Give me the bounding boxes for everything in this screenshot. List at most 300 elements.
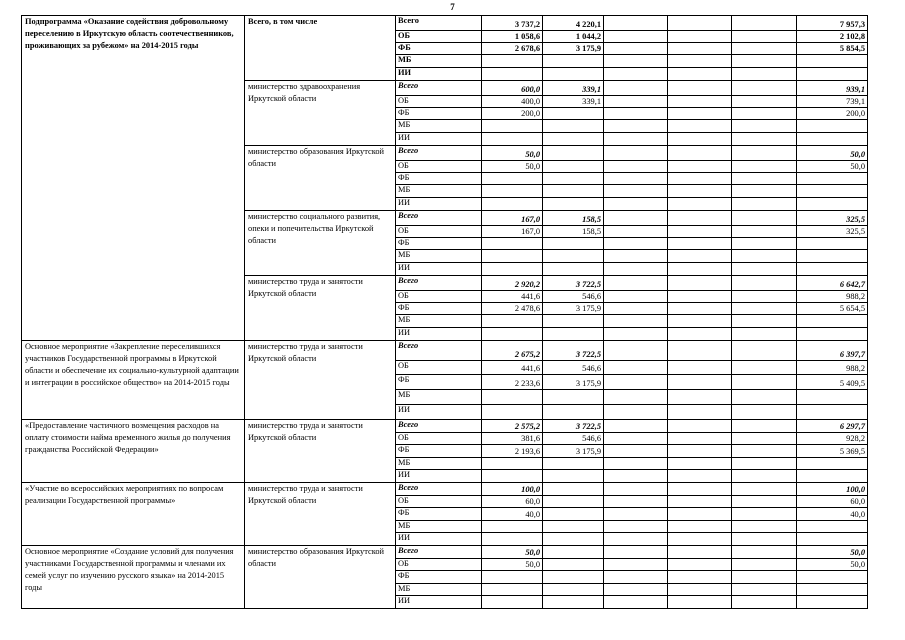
value-2014-cell: 60,0	[482, 496, 543, 508]
value-2015-cell: 3 175,9	[543, 43, 604, 55]
value-2014-cell: 40,0	[482, 508, 543, 521]
executor-cell: министерство социального развития, опеки и попечительства Иркутской области	[245, 211, 396, 276]
value-2015-cell	[543, 328, 604, 341]
value-2014-cell	[482, 584, 543, 596]
total-cell	[797, 470, 868, 483]
empty-cell	[668, 328, 732, 341]
empty-cell	[668, 596, 732, 609]
empty-cell	[732, 445, 797, 458]
funding-source-cell: Всего	[396, 420, 482, 433]
total-cell	[797, 521, 868, 533]
empty-cell	[732, 458, 797, 470]
total-cell: 928,2	[797, 433, 868, 445]
empty-cell	[732, 120, 797, 133]
total-cell	[797, 315, 868, 328]
total-cell	[797, 68, 868, 81]
total-cell: 739,1	[797, 96, 868, 108]
value-2015-cell: 3 175,9	[543, 445, 604, 458]
value-2015-cell: 3 722,5	[543, 420, 604, 433]
empty-cell	[732, 198, 797, 211]
value-2015-cell	[543, 250, 604, 263]
value-2015-cell	[543, 596, 604, 609]
empty-cell	[668, 433, 732, 445]
value-2015-cell	[543, 263, 604, 276]
empty-cell	[604, 405, 668, 420]
value-2014-cell: 2 575,2	[482, 420, 543, 433]
empty-cell	[732, 521, 797, 533]
empty-cell	[604, 420, 668, 433]
empty-cell	[668, 211, 732, 226]
empty-cell	[668, 559, 732, 571]
empty-cell	[732, 483, 797, 496]
funding-source-cell: ФБ	[396, 303, 482, 315]
total-cell	[797, 263, 868, 276]
value-2014-cell: 2 678,6	[482, 43, 543, 55]
table-row	[22, 546, 868, 559]
value-2015-cell	[543, 496, 604, 508]
value-2015-cell	[543, 584, 604, 596]
empty-cell	[668, 375, 732, 390]
value-2015-cell: 546,6	[543, 361, 604, 375]
total-cell	[797, 198, 868, 211]
total-cell	[797, 328, 868, 341]
total-cell: 988,2	[797, 291, 868, 303]
executor-cell: министерство здравоохранения Иркутской области	[245, 81, 396, 146]
activity-description: Основное мероприятие «Закрепление переселившихся участников Государственной программы в Иркутской области и обеспечение их социально-культурной адаптации и интеграции в российское общество» на 2014-2015 годы	[22, 341, 245, 420]
total-cell	[797, 405, 868, 420]
empty-cell	[604, 250, 668, 263]
empty-cell	[732, 291, 797, 303]
empty-cell	[732, 276, 797, 291]
funding-source-cell: ФБ	[396, 445, 482, 458]
value-2015-cell: 158,5	[543, 226, 604, 238]
total-cell: 939,1	[797, 81, 868, 96]
value-2014-cell: 50,0	[482, 146, 543, 161]
empty-cell	[604, 521, 668, 533]
empty-cell	[668, 198, 732, 211]
value-2015-cell	[543, 546, 604, 559]
empty-cell	[732, 16, 797, 31]
total-cell	[797, 120, 868, 133]
empty-cell	[732, 405, 797, 420]
funding-source-cell: МБ	[396, 315, 482, 328]
empty-cell	[604, 43, 668, 55]
empty-cell	[604, 120, 668, 133]
value-2014-cell: 2 478,6	[482, 303, 543, 315]
total-cell: 5 854,5	[797, 43, 868, 55]
total-cell	[797, 458, 868, 470]
funding-source-cell: ИИ	[396, 470, 482, 483]
empty-cell	[604, 68, 668, 81]
value-2015-cell	[543, 508, 604, 521]
executor-cell: министерство труда и занятости Иркутской области	[245, 341, 396, 420]
value-2014-cell: 167,0	[482, 226, 543, 238]
table-row	[22, 483, 868, 496]
empty-cell	[604, 276, 668, 291]
funding-source-cell: МБ	[396, 250, 482, 263]
funding-source-cell: ОБ	[396, 161, 482, 173]
funding-source-cell: Всего	[396, 146, 482, 161]
empty-cell	[732, 238, 797, 250]
empty-cell	[732, 470, 797, 483]
value-2015-cell	[543, 161, 604, 173]
empty-cell	[668, 470, 732, 483]
funding-source-cell: Всего	[396, 81, 482, 96]
executor-cell: министерство образования Иркутской области	[245, 146, 396, 211]
funding-source-cell: ФБ	[396, 238, 482, 250]
value-2014-cell: 441,6	[482, 291, 543, 303]
value-2014-cell	[482, 198, 543, 211]
empty-cell	[732, 420, 797, 433]
empty-cell	[732, 161, 797, 173]
activity-description: «Предоставление частичного возмещения расходов на оплату стоимости найма временного жилья до получения гражданства Российской Федерации»	[22, 420, 245, 483]
value-2015-cell: 3 722,5	[543, 276, 604, 291]
activity-description: Подпрограмма «Оказание содействия добровольному переселению в Иркутскую область соотечественников, проживающих за рубежом» на 2014-2015 годы	[22, 16, 245, 341]
funding-source-cell: Всего	[396, 341, 482, 361]
table-row	[22, 420, 868, 433]
value-2015-cell: 546,6	[543, 433, 604, 445]
value-2015-cell: 546,6	[543, 291, 604, 303]
empty-cell	[604, 341, 668, 361]
empty-cell	[732, 226, 797, 238]
empty-cell	[668, 508, 732, 521]
value-2015-cell	[543, 315, 604, 328]
total-cell	[797, 133, 868, 146]
empty-cell	[604, 361, 668, 375]
empty-cell	[668, 445, 732, 458]
total-cell: 7 957,3	[797, 16, 868, 31]
funding-source-cell: Всего	[396, 211, 482, 226]
empty-cell	[604, 596, 668, 609]
empty-cell	[732, 508, 797, 521]
empty-cell	[604, 55, 668, 68]
value-2014-cell	[482, 185, 543, 198]
value-2014-cell: 2 193,6	[482, 445, 543, 458]
empty-cell	[604, 133, 668, 146]
value-2015-cell	[543, 458, 604, 470]
empty-cell	[604, 263, 668, 276]
value-2014-cell	[482, 390, 543, 405]
empty-cell	[732, 571, 797, 584]
empty-cell	[668, 238, 732, 250]
empty-cell	[668, 291, 732, 303]
empty-cell	[668, 361, 732, 375]
value-2015-cell: 3 722,5	[543, 341, 604, 361]
funding-source-cell: МБ	[396, 584, 482, 596]
empty-cell	[668, 390, 732, 405]
value-2015-cell	[543, 483, 604, 496]
total-cell: 200,0	[797, 108, 868, 120]
empty-cell	[732, 133, 797, 146]
funding-source-cell: МБ	[396, 55, 482, 68]
value-2015-cell	[543, 173, 604, 185]
value-2015-cell	[543, 146, 604, 161]
empty-cell	[668, 341, 732, 361]
table-row	[22, 16, 868, 31]
executor-cell: министерство труда и занятости Иркутской области	[245, 276, 396, 341]
value-2014-cell: 50,0	[482, 546, 543, 559]
value-2015-cell	[543, 571, 604, 584]
funding-source-cell: Всего	[396, 276, 482, 291]
value-2014-cell	[482, 521, 543, 533]
value-2014-cell: 400,0	[482, 96, 543, 108]
total-cell: 100,0	[797, 483, 868, 496]
total-cell: 5 654,5	[797, 303, 868, 315]
value-2015-cell	[543, 559, 604, 571]
empty-cell	[668, 276, 732, 291]
funding-source-cell: Всего	[396, 16, 482, 31]
empty-cell	[732, 31, 797, 43]
total-cell: 6 397,7	[797, 341, 868, 361]
total-cell	[797, 238, 868, 250]
empty-cell	[732, 496, 797, 508]
value-2014-cell	[482, 120, 543, 133]
activity-description: «Участие во всероссийских мероприятиях по вопросам реализации Государственной программы»	[22, 483, 245, 546]
value-2014-cell: 3 737,2	[482, 16, 543, 31]
total-cell: 5 369,5	[797, 445, 868, 458]
empty-cell	[604, 315, 668, 328]
total-cell	[797, 571, 868, 584]
total-cell: 325,5	[797, 211, 868, 226]
empty-cell	[732, 596, 797, 609]
empty-cell	[668, 584, 732, 596]
empty-cell	[604, 483, 668, 496]
empty-cell	[668, 483, 732, 496]
empty-cell	[668, 16, 732, 31]
value-2014-cell	[482, 173, 543, 185]
value-2014-cell: 2 675,2	[482, 341, 543, 361]
empty-cell	[732, 390, 797, 405]
value-2014-cell	[482, 405, 543, 420]
empty-cell	[668, 43, 732, 55]
empty-cell	[732, 375, 797, 390]
value-2015-cell	[543, 533, 604, 546]
empty-cell	[732, 55, 797, 68]
empty-cell	[604, 390, 668, 405]
empty-cell	[732, 43, 797, 55]
empty-cell	[604, 238, 668, 250]
value-2014-cell: 50,0	[482, 161, 543, 173]
empty-cell	[732, 108, 797, 120]
funding-source-cell: ИИ	[396, 405, 482, 420]
value-2014-cell	[482, 596, 543, 609]
value-2015-cell	[543, 405, 604, 420]
empty-cell	[668, 173, 732, 185]
total-cell: 325,5	[797, 226, 868, 238]
value-2014-cell	[482, 571, 543, 584]
total-cell: 5 409,5	[797, 375, 868, 390]
empty-cell	[604, 96, 668, 108]
value-2014-cell: 2 920,2	[482, 276, 543, 291]
empty-cell	[668, 133, 732, 146]
value-2015-cell	[543, 390, 604, 405]
empty-cell	[668, 146, 732, 161]
empty-cell	[732, 185, 797, 198]
total-cell	[797, 533, 868, 546]
empty-cell	[604, 173, 668, 185]
empty-cell	[732, 584, 797, 596]
empty-cell	[732, 81, 797, 96]
value-2014-cell	[482, 68, 543, 81]
value-2015-cell: 3 175,9	[543, 303, 604, 315]
value-2015-cell: 1 044,2	[543, 31, 604, 43]
empty-cell	[668, 161, 732, 173]
total-cell: 988,2	[797, 361, 868, 375]
empty-cell	[604, 31, 668, 43]
value-2014-cell	[482, 250, 543, 263]
empty-cell	[668, 458, 732, 470]
total-cell	[797, 173, 868, 185]
empty-cell	[732, 328, 797, 341]
empty-cell	[604, 433, 668, 445]
empty-cell	[604, 161, 668, 173]
value-2014-cell: 441,6	[482, 361, 543, 375]
value-2014-cell: 200,0	[482, 108, 543, 120]
executor-cell: министерство образования Иркутской области	[245, 546, 396, 609]
funding-source-cell: ФБ	[396, 173, 482, 185]
total-cell: 2 102,8	[797, 31, 868, 43]
empty-cell	[668, 571, 732, 584]
value-2014-cell	[482, 533, 543, 546]
empty-cell	[668, 81, 732, 96]
empty-cell	[604, 559, 668, 571]
empty-cell	[604, 328, 668, 341]
value-2015-cell: 339,1	[543, 96, 604, 108]
value-2014-cell	[482, 470, 543, 483]
empty-cell	[668, 546, 732, 559]
value-2014-cell	[482, 263, 543, 276]
value-2015-cell	[543, 133, 604, 146]
funding-source-cell: ОБ	[396, 433, 482, 445]
empty-cell	[604, 584, 668, 596]
empty-cell	[604, 185, 668, 198]
funding-source-cell: МБ	[396, 521, 482, 533]
total-cell: 40,0	[797, 508, 868, 521]
empty-cell	[732, 173, 797, 185]
page-number: 7	[450, 2, 455, 12]
empty-cell	[604, 508, 668, 521]
empty-cell	[668, 108, 732, 120]
value-2014-cell	[482, 458, 543, 470]
value-2015-cell	[543, 185, 604, 198]
empty-cell	[604, 146, 668, 161]
funding-source-cell: Всего	[396, 546, 482, 559]
empty-cell	[668, 31, 732, 43]
funding-source-cell: Всего	[396, 483, 482, 496]
empty-cell	[732, 315, 797, 328]
value-2015-cell	[543, 521, 604, 533]
value-2015-cell	[543, 68, 604, 81]
value-2014-cell: 2 233,6	[482, 375, 543, 390]
funding-source-cell: ОБ	[396, 96, 482, 108]
value-2015-cell	[543, 55, 604, 68]
empty-cell	[732, 559, 797, 571]
value-2015-cell: 158,5	[543, 211, 604, 226]
value-2015-cell: 4 220,1	[543, 16, 604, 31]
budget-table	[21, 15, 868, 609]
value-2015-cell	[543, 238, 604, 250]
funding-source-cell: ОБ	[396, 559, 482, 571]
empty-cell	[668, 55, 732, 68]
value-2015-cell	[543, 108, 604, 120]
empty-cell	[604, 458, 668, 470]
activity-description: Основное мероприятие «Создание условий для получения участниками Государственной программы и членами их семей услуг по изучению русского языка» на 2014-2015 годы	[22, 546, 245, 609]
value-2014-cell: 381,6	[482, 433, 543, 445]
empty-cell	[604, 303, 668, 315]
total-cell	[797, 596, 868, 609]
funding-source-cell: ФБ	[396, 375, 482, 390]
value-2014-cell: 50,0	[482, 559, 543, 571]
funding-source-cell: ИИ	[396, 328, 482, 341]
empty-cell	[732, 250, 797, 263]
empty-cell	[732, 303, 797, 315]
empty-cell	[604, 496, 668, 508]
value-2015-cell	[543, 198, 604, 211]
empty-cell	[604, 375, 668, 390]
empty-cell	[668, 521, 732, 533]
empty-cell	[732, 146, 797, 161]
empty-cell	[604, 291, 668, 303]
empty-cell	[604, 546, 668, 559]
empty-cell	[668, 420, 732, 433]
empty-cell	[668, 303, 732, 315]
empty-cell	[668, 533, 732, 546]
value-2014-cell: 1 058,6	[482, 31, 543, 43]
empty-cell	[604, 470, 668, 483]
funding-source-cell: ОБ	[396, 291, 482, 303]
empty-cell	[604, 16, 668, 31]
total-cell: 6 297,7	[797, 420, 868, 433]
empty-cell	[732, 533, 797, 546]
empty-cell	[668, 68, 732, 81]
funding-source-cell: ОБ	[396, 496, 482, 508]
total-cell: 60,0	[797, 496, 868, 508]
empty-cell	[732, 341, 797, 361]
value-2014-cell: 100,0	[482, 483, 543, 496]
value-2014-cell	[482, 55, 543, 68]
funding-source-cell: МБ	[396, 458, 482, 470]
executor-cell: министерство труда и занятости Иркутской области	[245, 483, 396, 546]
table-row	[22, 341, 868, 361]
value-2015-cell	[543, 470, 604, 483]
total-cell	[797, 55, 868, 68]
total-cell	[797, 185, 868, 198]
total-cell: 6 642,7	[797, 276, 868, 291]
funding-source-cell: ИИ	[396, 533, 482, 546]
empty-cell	[668, 96, 732, 108]
total-cell: 50,0	[797, 546, 868, 559]
empty-cell	[604, 226, 668, 238]
value-2014-cell	[482, 315, 543, 328]
funding-source-cell: ФБ	[396, 43, 482, 55]
empty-cell	[668, 185, 732, 198]
empty-cell	[668, 226, 732, 238]
empty-cell	[732, 361, 797, 375]
total-cell: 50,0	[797, 161, 868, 173]
funding-source-cell: ИИ	[396, 68, 482, 81]
total-cell	[797, 250, 868, 263]
executor-cell: Всего, в том числе	[245, 16, 396, 81]
funding-source-cell: МБ	[396, 120, 482, 133]
value-2015-cell: 3 175,9	[543, 375, 604, 390]
empty-cell	[732, 263, 797, 276]
funding-source-cell: ИИ	[396, 596, 482, 609]
funding-source-cell: ОБ	[396, 226, 482, 238]
empty-cell	[604, 108, 668, 120]
funding-source-cell: ИИ	[396, 133, 482, 146]
funding-source-cell: ИИ	[396, 263, 482, 276]
funding-source-cell: ФБ	[396, 571, 482, 584]
